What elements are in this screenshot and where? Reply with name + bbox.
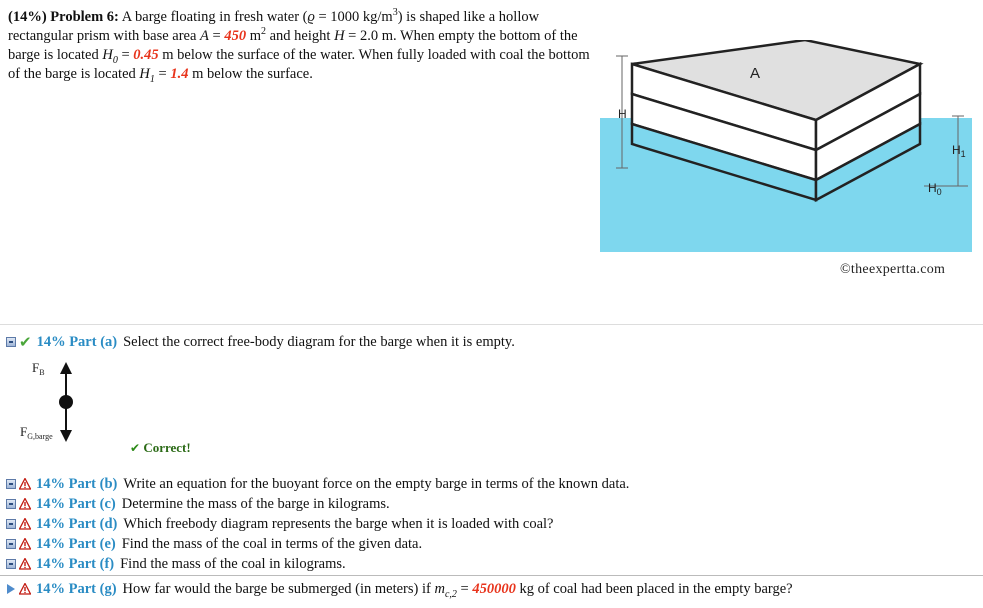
label-a: A [750,65,761,82]
check-icon: ✔ [130,441,141,455]
warning-icon [19,558,31,570]
problem-percent: (14%) [8,9,47,25]
h1-symbol: H [139,66,150,82]
area-symbol: A [200,28,209,44]
problem-text: m below the surface. [188,66,313,82]
part-percent-label: 14% Part (b) [36,475,118,492]
part-a-row[interactable] [6,333,515,351]
rho-symbol: ϱ [307,9,315,25]
part-c-row[interactable] [6,495,390,513]
body-point [59,395,73,409]
fb-label: $F_B$ [32,360,45,377]
part-text: Find the mass of the coal in kilograms. [120,555,346,572]
h0-sub: 0 [112,54,118,66]
height-symbol: H [334,28,345,44]
problem-text: A barge floating in fresh water ( [121,9,308,25]
h1-sub: 1 [149,73,155,85]
problem-statement: (14%) Problem 6: A barge floating in fresh water (ϱ = 1000 $kg/m^3$) is shaped like a hollow rectangular prism with base area A = 450 $m^2$ and height H = 2.0 m. When empty the bottom of the barge is located $H_0 = 0.45$ m below the surface of the water. When fully loaded with coal the bottom of the barge is located $H_1 = 1.4$ m below the surface. [8,7,590,85]
part-g-row[interactable] [6,580,793,598]
free-body-diagram [20,358,100,448]
area-value: 450 [224,28,247,44]
collapse-box-icon[interactable] [6,337,16,347]
collapse-box-icon[interactable] [6,479,16,489]
collapse-box-icon[interactable] [6,559,16,569]
part-percent-label: 14% Part (f) [36,555,115,572]
part-d-row[interactable] [6,515,554,533]
problem-text: and height [266,28,335,44]
h1-value: 1.4 [170,66,189,82]
correct-feedback: ✔ Correct! [130,440,191,455]
warning-icon [19,518,31,530]
part-text: Select the correct free-body diagram for the barge when it is empty. [123,333,515,350]
h0-symbol: H [102,47,113,63]
expand-triangle-icon[interactable] [7,584,15,594]
problem-text: m [246,28,261,44]
part-f-row[interactable] [6,555,346,573]
divider [0,324,983,325]
part-text: Find the mass of the coal in terms of the given data. [121,535,423,552]
check-icon: ✔ [19,333,32,351]
barge-figure [598,40,972,252]
part-e-row[interactable] [6,535,422,553]
part-percent-label: 14% Part (e) [36,535,116,552]
part-percent-label: 14% Part (g) [36,580,117,597]
up-arrow-icon [60,362,72,374]
part-text: Write an equation for the buoyant force on the empty barge in terms of the known data. [123,475,630,492]
part-text: Which freebody diagram represents the barge when it is loaded with coal? [123,515,554,532]
collapse-box-icon[interactable] [6,539,16,549]
warning-icon [19,538,31,550]
warning-icon [19,583,31,595]
problem-text: = 1000 kg/m [314,9,393,25]
part-text: How far would the barge be submerged (in meters) if $m_{c,2} = 450000$ kg of coal had been placed in the empty barge? [122,580,793,600]
collapse-box-icon[interactable] [6,519,16,529]
part-b-row[interactable] [6,475,629,493]
h0-value: 0.45 [133,47,159,63]
label-h1: $H_1$ [952,143,966,159]
collapse-box-icon[interactable] [6,499,16,509]
problem-text: = [154,66,171,82]
label-h: H [618,107,627,121]
copyright: ©theexpertta.com [840,262,946,277]
problem-text: ) is shaped like a hollow rectangular prism with base area [8,9,540,44]
fg-label: $F_{G,barge}$ [20,424,53,441]
problem-text: = [117,47,134,63]
problem-label: Problem 6: [50,9,119,25]
part-percent-label: 14% Part (d) [36,515,118,532]
problem-text: m below the surface of the water. When fully loaded with coal the bottom of the barge is located [8,47,590,82]
part-percent-label: 14% Part (a) [36,333,118,350]
problem-text: = 2.0 m. When empty the bottom of the barge is located [8,28,578,63]
part-percent-label: 14% Part (c) [36,495,116,512]
problem-text: = [208,28,225,44]
part-text: Determine the mass of the barge in kilograms. [121,495,390,512]
down-arrow-icon [60,430,72,442]
coal-mass-value: 450000 [472,580,516,597]
warning-icon [19,478,31,490]
warning-icon [19,498,31,510]
label-h0: $H_0$ [928,181,942,197]
